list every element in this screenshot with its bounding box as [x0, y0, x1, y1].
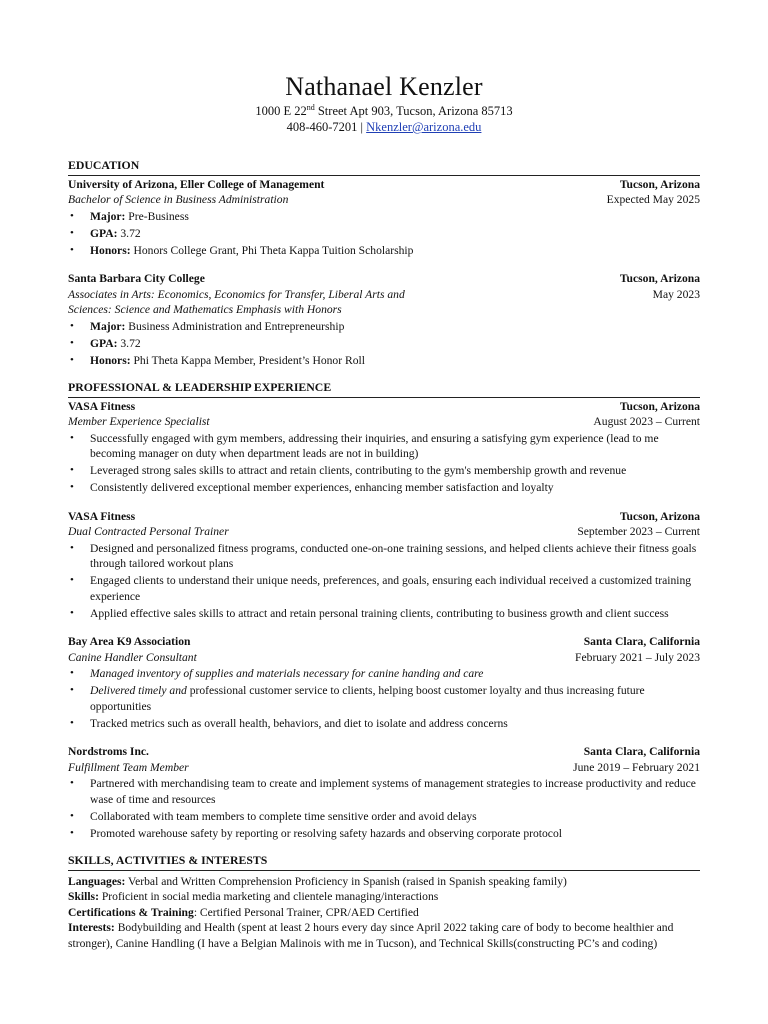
school-location: Tucson, Arizona — [619, 177, 700, 191]
experience-entry — [68, 634, 700, 731]
skills-list — [68, 874, 700, 952]
list-item: • Major: Business Administration and Entrepreneurship — [68, 319, 700, 335]
list-item: • GPA: 3.72 — [68, 226, 700, 242]
experience-entry — [68, 744, 700, 841]
list-item: • Delivered timely and professional customer service to clients, helping boost customer loyalty and thus increasing future opportunities — [68, 683, 700, 714]
job-duties — [68, 666, 700, 731]
graduation-date: Expected May 2025 — [606, 193, 700, 206]
employer-name: Bay Area K9 Association — [68, 635, 191, 648]
email-link[interactable]: Nkenzler@arizona.edu — [366, 120, 482, 134]
job-duties — [68, 541, 700, 622]
list-item: • Partnered with merchandising team to create and implement systems of management strategies to increase productivity and reduce wase of time and resources — [68, 776, 700, 807]
job-duties — [68, 776, 700, 841]
school-location: Tucson, Arizona — [619, 272, 700, 285]
education-heading: EDUCATION — [68, 158, 700, 176]
education-details — [68, 209, 700, 259]
job-dates: June 2019 – February 2021 — [573, 760, 700, 774]
skills-line: Skills: Proficient in social media marketing and clientele managing/interactions — [68, 890, 439, 903]
education-details — [68, 319, 700, 369]
job-title: Dual Contracted Personal Trainer — [68, 525, 229, 538]
employer-location: Santa Clara, California — [583, 635, 700, 648]
list-item: • Consistently delivered exceptional member experiences, enhancing member satisfaction and loyalty — [68, 480, 700, 496]
school-name: Santa Barbara City College — [68, 272, 205, 285]
employer-name: VASA Fitness — [68, 509, 136, 523]
certifications-line: Certifications & Training: Certified Personal Trainer, CPR/AED Certified — [68, 905, 419, 919]
job-duties — [68, 431, 700, 496]
job-title: Fulfillment Team Member — [68, 760, 189, 774]
employer-name: VASA Fitness — [68, 399, 136, 413]
list-item: • Promoted warehouse safety by reporting or resolving safety hazards and observing corporate protocol — [68, 826, 700, 842]
list-item: • Designed and personalized fitness programs, conducted one-on-one training sessions, and helped clients achieve their fitness goals through tailored workout plans — [68, 541, 700, 572]
contact-separator: | — [357, 120, 367, 134]
list-item: • Tracked metrics such as overall health, behaviors, and diet to isolate and address concerns — [68, 716, 700, 732]
resume-body — [68, 152, 700, 951]
list-item: • Honors: Phi Theta Kappa Member, President’s Honor Roll — [68, 353, 700, 369]
list-item: • Leveraged strong sales skills to attract and retain clients, contributing to the gym's membership growth and revenue — [68, 463, 700, 479]
languages-line: Languages: Verbal and Written Comprehension Proficiency in Spanish (raised in Spanish speaking family) — [68, 874, 567, 888]
phone-number: 408-460-7201 — [286, 120, 358, 134]
degree: Associates in Arts: Economics, Economics for Transfer, Liberal Arts and Sciences: Science and Mathematics Emphasis with Honors — [68, 287, 405, 316]
list-item: • Major: Pre-Business — [68, 209, 700, 225]
list-item: • GPA: 3.72 — [68, 336, 700, 352]
employer-location: Tucson, Arizona — [619, 509, 700, 523]
list-item: • Collaborated with team members to complete time sensitive order and avoid delays — [68, 809, 700, 825]
degree: Bachelor of Science in Business Administration — [68, 193, 289, 206]
job-title: Member Experience Specialist — [68, 415, 210, 428]
job-title: Canine Handler Consultant — [68, 650, 197, 664]
education-entry — [68, 177, 700, 259]
experience-entry — [68, 509, 700, 622]
job-dates: August 2023 – Current — [593, 415, 700, 428]
address-line — [0, 103, 768, 119]
contact-line — [0, 119, 768, 135]
employer-name: Nordstroms Inc. — [68, 745, 149, 758]
experience-heading: PROFESSIONAL & LEADERSHIP EXPERIENCE — [68, 380, 700, 398]
resume-header — [0, 72, 768, 135]
candidate-name: Nathanael Kenzler — [285, 72, 483, 101]
interests-line: Interests: Bodybuilding and Health (spent at least 2 hours every day since April 2022 taking care of body to become healthier and stronger), Canine Handling (I have a Belgian Malinois with me in Tucson), and Technical Skills(constructing PC’s and coding) — [68, 921, 674, 950]
employer-location: Santa Clara, California — [583, 745, 700, 758]
job-dates: September 2023 – Current — [577, 525, 700, 538]
list-item: • Managed inventory of supplies and materials necessary for canine handing and care — [68, 666, 700, 682]
employer-location: Tucson, Arizona — [619, 399, 700, 413]
address-ordinal: nd — [306, 103, 315, 112]
school-name: University of Arizona, Eller College of Management — [68, 177, 325, 191]
list-item: • Successfully engaged with gym members, addressing their inquiries, and ensuring a satisfying gym experience (lead to me becoming manager on duty when department leads are not in building) — [68, 431, 700, 462]
graduation-date: May 2023 — [652, 287, 700, 301]
list-item: • Applied effective sales skills to attract and retain personal training clients, contributing to business growth and client success — [68, 606, 700, 622]
address-start: 1000 E 22 — [255, 104, 307, 118]
education-entry — [68, 271, 700, 368]
list-item: • Honors: Honors College Grant, Phi Theta Kappa Tuition Scholarship — [68, 243, 700, 259]
skills-heading: SKILLS, ACTIVITIES & INTERESTS — [68, 853, 700, 871]
list-item: • Engaged clients to understand their unique needs, preferences, and goals, ensuring each individual received a customized training experience — [68, 573, 700, 604]
experience-entry — [68, 399, 700, 496]
address-end: Street Apt 903, Tucson, Arizona 85713 — [314, 104, 513, 118]
job-dates: February 2021 – July 2023 — [575, 650, 700, 664]
